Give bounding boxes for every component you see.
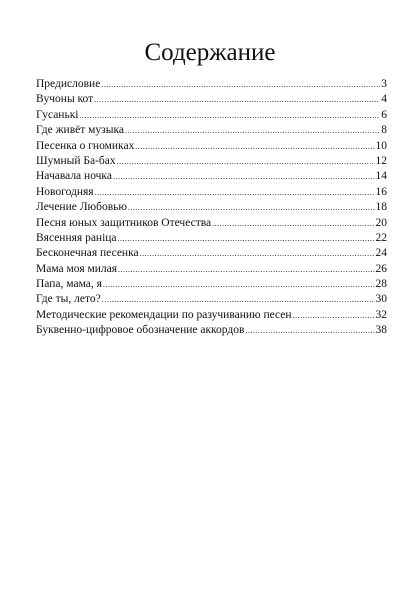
toc-entry-title: Гусанькі [36,108,79,121]
toc-entry [36,200,387,215]
toc-entry-page-number: 18 [375,201,387,214]
toc-entry-page-number: 24 [375,247,387,260]
dot-leader [135,139,374,154]
toc-entry [36,123,387,138]
toc-entry-page-number: 28 [375,278,387,291]
dot-leader [80,108,381,123]
toc-entry [36,169,387,184]
toc-entry-page-number: 32 [375,308,387,321]
toc-entry [36,308,387,323]
toc-entry-page-number: 26 [375,262,387,275]
dot-leader [140,246,375,261]
toc-entry-title: Лечение Любовью [36,201,127,214]
toc-entry-page-number: 6 [381,108,387,121]
dot-leader [118,262,374,277]
toc-entry [36,262,387,277]
dot-leader [212,216,374,231]
dot-leader [117,154,375,169]
toc-entry-title: Где живёт музыка [36,124,124,137]
dot-leader [245,323,374,338]
dot-leader [94,92,380,107]
dot-leader [125,123,380,138]
toc-entry-title: Новогодняя [36,185,94,198]
dot-leader [128,200,375,215]
toc-entry [36,77,387,92]
toc-entry-page-number: 20 [375,216,387,229]
toc-entry-title: Предисловие [36,78,101,90]
toc-entry [36,231,387,246]
toc-entry-title: Песенка о гномиках [36,139,135,152]
page-title: Содержание [144,39,276,66]
dot-leader [101,77,380,92]
toc-entry-page-number: 12 [375,154,387,167]
toc-entry-page-number: 4 [381,93,387,106]
toc-entry [36,92,387,107]
toc-entry [36,185,387,200]
toc-entry-title: Шумный Ба-бах [36,154,116,167]
toc-entry-page-number: 3 [381,78,387,90]
toc-entry [36,323,387,338]
dot-leader [102,292,375,307]
toc-entry-title: Буквенно-цифровое обозначение аккордов [36,324,245,337]
toc-entry-page-number: 22 [375,231,387,244]
toc-entry-page-number: 38 [375,324,387,337]
toc-entry-page-number: 10 [375,139,387,152]
toc-entry-title: Вучоны кот [36,93,94,106]
dot-leader [118,231,375,246]
toc-entry [36,292,387,307]
toc-entry-title: Вясенняя раніца [36,231,117,244]
toc-entry-title: Бесконечная песенка [36,247,139,260]
toc-entry-page-number: 8 [381,124,387,137]
dot-leader [95,185,375,200]
dot-leader [113,169,375,184]
toc-entry-page-number: 30 [375,293,387,306]
toc-entry-title: Мама моя милая [36,262,118,275]
dot-leader [293,308,375,323]
toc-entry [36,277,387,292]
toc-entry-page-number: 16 [375,185,387,198]
toc-entry [36,139,387,154]
toc-entry [36,108,387,123]
dot-leader [103,277,375,292]
table-of-contents [36,77,387,339]
toc-entry [36,154,387,169]
toc-entry-title: Методические рекомендации по разучиванию песен [36,308,292,321]
toc-entry-title: Где ты, лето? [36,293,101,306]
toc-entry-page-number: 14 [375,170,387,183]
toc-entry [36,246,387,261]
toc-entry [36,216,387,231]
toc-entry-title: Песня юных защитников Отечества [36,216,212,229]
toc-entry-title: Папа, мама, я [36,278,102,291]
toc-entry-title: Начавала ночка [36,170,112,183]
